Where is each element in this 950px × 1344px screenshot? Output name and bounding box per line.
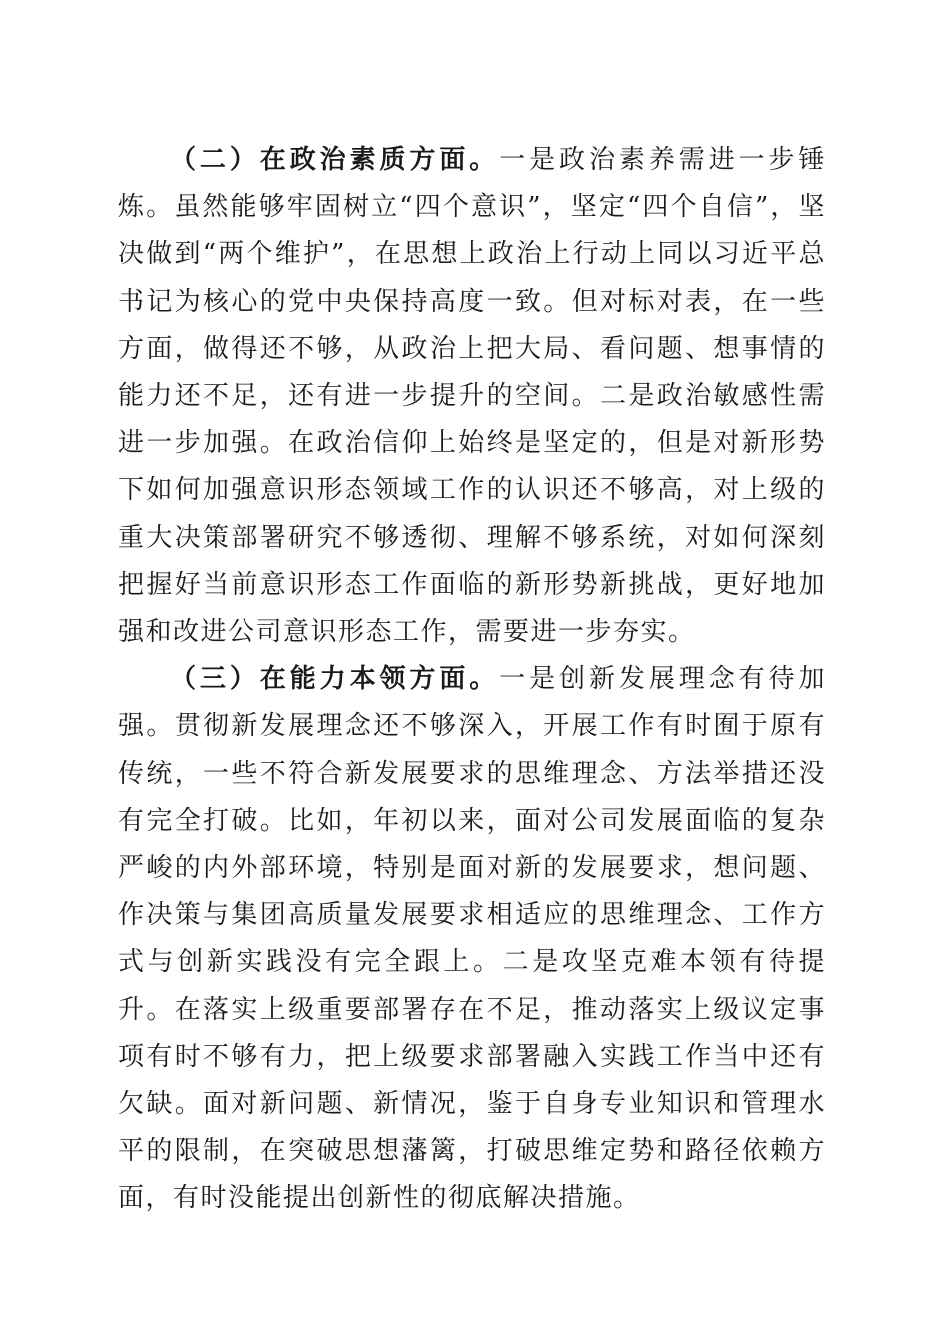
document-body: [118, 137, 826, 1223]
paragraph-ability: [118, 656, 826, 1222]
paragraph-text-political-quality: 一是政治素养需进一步锤炼。虽然能够牢固树立“四个意识”，坚定“四个自信”，坚决做到“两个维护”，在思想上政治上行动上同以习近平总书记为核心的党中央保持高度一致。但对标对表，在一些方面，做得还不够，从政治上把大局、看问题、想事情的能力还不足，还有进一步提升的空间。二是政治敏感性需进一步加强。在政治信仰上始终是坚定的，但是对新形势下如何加强意识形态领域工作的认识还不够高，对上级的重大决策部署研究不够透彻、理解不够系统，对如何深刻把握好当前意识形态工作面临的新形势新挑战，更好地加强和改进公司意识形态工作，需要进一步夯实。: [118, 145, 826, 648]
section-heading-political-quality: （二）在政治素质方面。: [170, 145, 500, 175]
paragraph-political-quality: [118, 137, 826, 656]
section-heading-ability: （三）在能力本领方面。: [170, 664, 500, 695]
paragraph-text-ability: 一是创新发展理念有待加强。贯彻新发展理念还不够深入，开展工作有时囿于原有传统，一些不符合新发展要求的思维理念、方法举措还没有完全打破。比如，年初以来，面对公司发展面临的复杂严峻的内外部环境，特别是面对新的发展要求，想问题、作决策与集团高质量发展要求相适应的思维理念、工作方式与创新实践没有完全跟上。二是攻坚克难本领有待提升。在落实上级重要部署存在不足，推动落实上级议定事项有时不够有力，把上级要求部署融入实践工作当中还有欠缺。面对新问题、新情况，鉴于自身专业知识和管理水平的限制，在突破思想藩篱，打破思维定势和路径依赖方面，有时没能提出创新性的彻底解决措施。: [118, 664, 826, 1214]
